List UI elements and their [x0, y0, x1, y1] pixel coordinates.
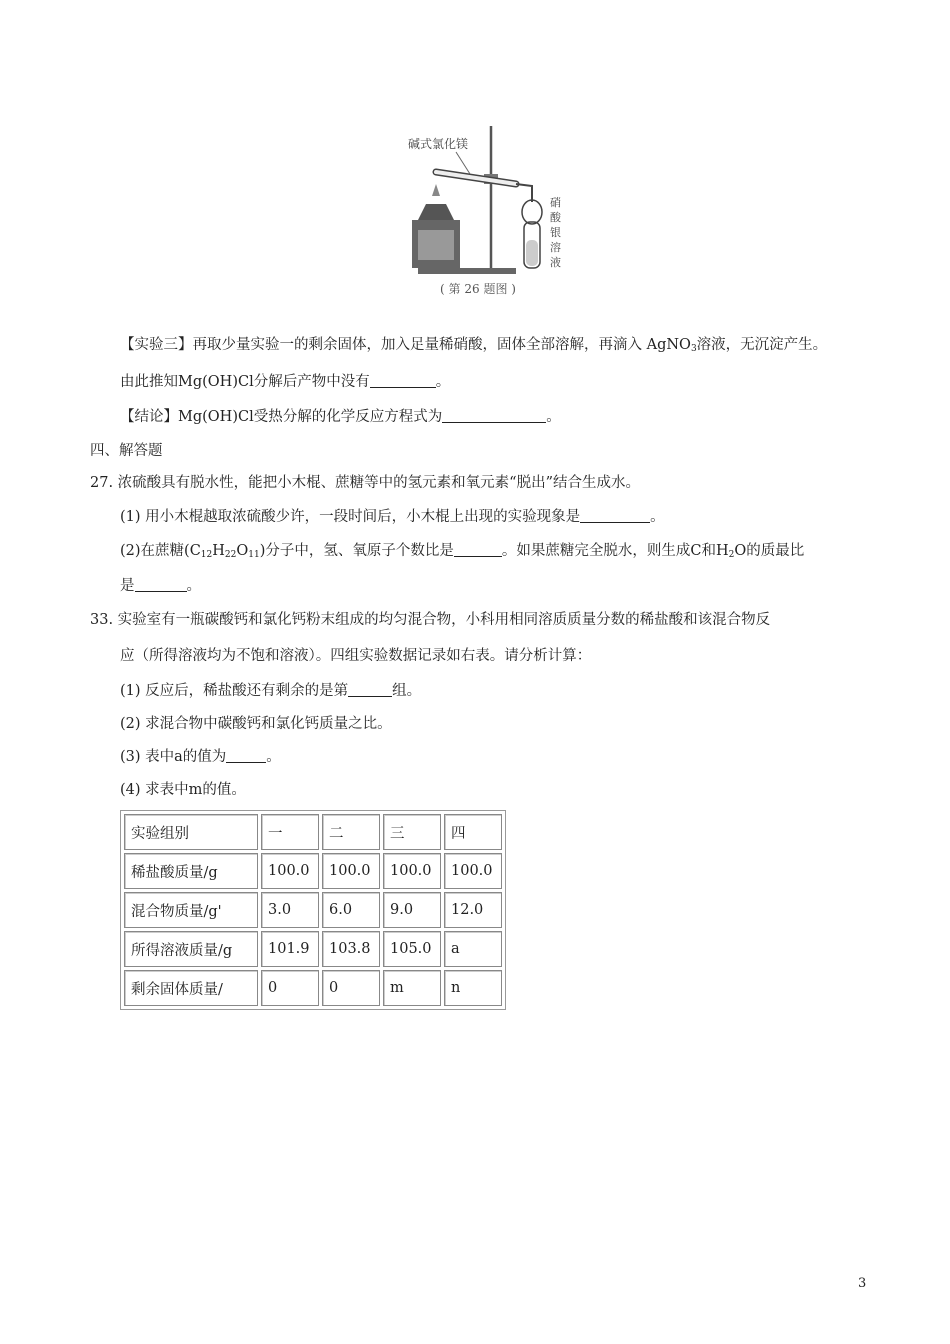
experiment3-line1: 【实验三】再取少量实验一的剩余固体，加入足量稀硝酸，固体全部溶解，再滴入 AgNO$_3$溶液，无沉淀产生。	[120, 337, 828, 354]
table-header-cell: 三	[383, 814, 441, 850]
table-cell: 9.0	[383, 892, 441, 928]
table-cell: 100.0	[322, 853, 380, 889]
table-cell: 0	[322, 970, 380, 1006]
svg-text:液: 液	[550, 256, 561, 269]
answer-blank[interactable]	[580, 508, 650, 523]
answer-blank[interactable]	[135, 577, 187, 592]
table-cell: 0	[261, 970, 319, 1006]
experiment-data-table	[120, 810, 506, 1010]
table-header-cell: 实验组别	[124, 814, 258, 850]
q33-part4: (4) 求表中m的值。	[120, 782, 246, 798]
figure-caption: ( 第 26 题图 )	[440, 282, 516, 296]
table-row	[124, 853, 502, 889]
q27-part2-cont: 是 。	[120, 578, 201, 594]
apparatus-figure	[398, 122, 568, 302]
q27-part1: (1) 用小木棍越取浓硫酸少许，一段时间后，小木棍上出现的实验现象是 。	[120, 509, 665, 525]
table-header-row	[124, 814, 502, 850]
table-cell: 100.0	[383, 853, 441, 889]
funnel	[522, 200, 542, 224]
lamp-top	[418, 204, 454, 220]
table-header-cell: 四	[444, 814, 502, 850]
conclusion-tag: 【结论】	[120, 409, 178, 425]
flame	[432, 184, 440, 196]
table-cell: 所得溶液质量/g	[124, 931, 258, 967]
table-cell: 103.8	[322, 931, 380, 967]
table-cell: 混合物质量/g'	[124, 892, 258, 928]
q33-part2: (2) 求混合物中碳酸钙和氯化钙质量之比。	[120, 716, 392, 732]
table-cell: 稀盐酸质量/g	[124, 853, 258, 889]
apparatus-diagram	[398, 122, 568, 277]
table-cell: a	[444, 931, 502, 967]
q33-part1: (1) 反应后，稀盐酸还有剩余的是第 组。	[120, 683, 422, 699]
svg-text:酸: 酸	[550, 211, 561, 224]
stand-base	[418, 268, 516, 274]
experiment3-line2: 由此推知Mg(OH)Cl分解后产物中没有 。	[120, 374, 451, 390]
table-cell: 6.0	[322, 892, 380, 928]
q27-stem: 27. 浓硫酸具有脱水性，能把小木棍、蔗糖等中的氢元素和氧元素“脱出”结合生成水。	[90, 475, 640, 491]
experiment3-tag: 【实验三】	[120, 337, 193, 353]
table-header-cell: 一	[261, 814, 319, 850]
table-cell: m	[383, 970, 441, 1006]
table-cell: 剩余固体质量/	[124, 970, 258, 1006]
q33-stem-line2: 应（所得溶液均为不饱和溶液）。四组实验数据记录如右表。请分析计算：	[120, 648, 592, 664]
q33-part3: (3) 表中a的值为 。	[120, 749, 281, 765]
table-row	[124, 970, 502, 1006]
table-cell: 101.9	[261, 931, 319, 967]
page-number: 3	[858, 1276, 867, 1291]
svg-text:溶: 溶	[550, 241, 561, 254]
table-row	[124, 931, 502, 967]
answer-blank[interactable]	[442, 408, 546, 423]
table-cell: 3.0	[261, 892, 319, 928]
table-cell: 100.0	[261, 853, 319, 889]
section-title: 四、解答题	[90, 443, 163, 459]
table-header-cell: 二	[322, 814, 380, 850]
label-basic-magnesium-chloride: 碱式氯化镁	[408, 137, 469, 151]
q33-stem-line1: 33. 实验室有一瓶碳酸钙和氯化钙粉末组成的均匀混合物，小科用相同溶质质量分数的稀盐酸和该混合物反	[90, 612, 771, 628]
delivery-tube	[516, 184, 532, 202]
table-cell: n	[444, 970, 502, 1006]
answer-blank[interactable]	[226, 748, 266, 763]
conclusion-line: 【结论】Mg(OH)Cl受热分解的化学反应方程式为 。	[120, 409, 561, 425]
q27-part2: (2)在蔗糖$(C_{12}H_{22}O_{11})$分子中，氢、氧原子个数比是 。如果蔗糖完全脱水，则生成C和$H_2O$的质最比	[120, 543, 805, 560]
table-cell: 12.0	[444, 892, 502, 928]
table-cell: 100.0	[444, 853, 502, 889]
svg-text:硝: 硝	[550, 196, 561, 209]
table-row	[124, 892, 502, 928]
table-cell: 105.0	[383, 931, 441, 967]
answer-blank[interactable]	[370, 373, 436, 388]
svg-text:银: 银	[550, 226, 561, 239]
label-silver-nitrate	[550, 195, 562, 269]
answer-blank[interactable]	[454, 542, 502, 557]
answer-blank[interactable]	[348, 682, 392, 697]
